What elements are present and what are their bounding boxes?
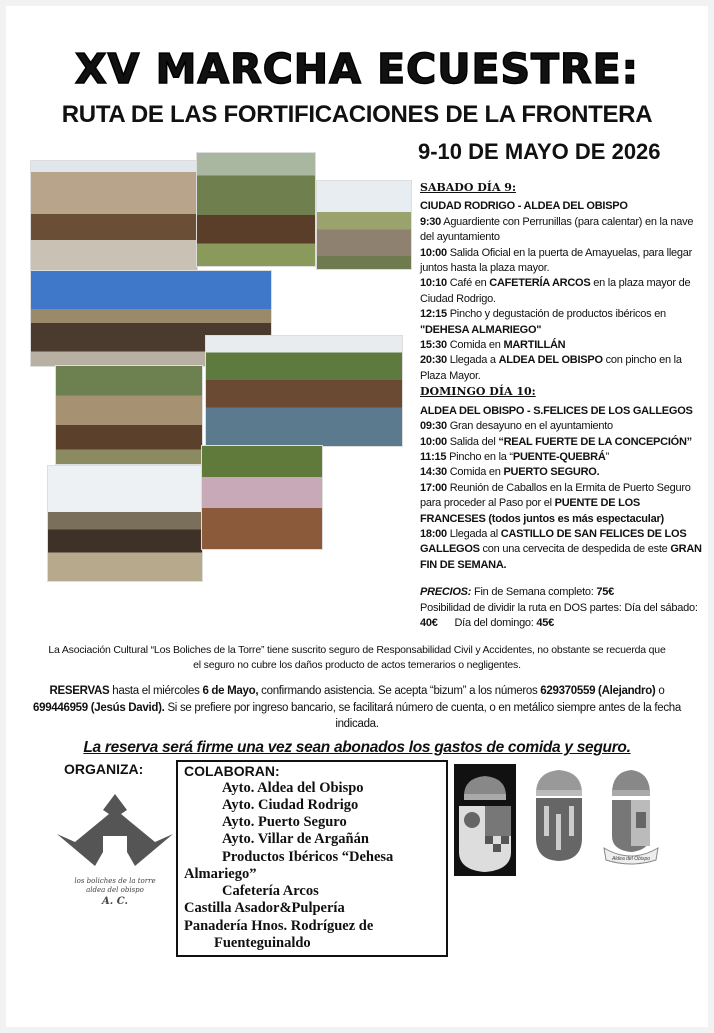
- insurance-disclaimer: La Asociación Cultural “Los Boliches de la Torre” tiene suscrito seguro de Responsabilidad Civil y Accidentes, no obstante se recuerda que el seguro no cubre los daños producto de actos temerarios o negligentes.: [48, 644, 666, 672]
- schedule-item: 15:30 Comida en MARTILLÁN: [420, 339, 566, 352]
- schedule-item: 10:10 Café en CAFETERÍA ARCOS en la plaza mayor de Ciudad Rodrigo.: [420, 277, 691, 305]
- poster-title: XV MARCHA ECUESTRE:: [75, 45, 639, 93]
- schedule-item: 18:00 Llegada al CASTILLO DE SAN FELICES DE LOS GALLEGOS con una cervecita de despedida de este GRAN FIN DE SEMANA.: [420, 527, 702, 571]
- organizer-column: [55, 760, 175, 908]
- schedule-item: 12:15 Pincho y degustación de productos ibéricos en "DEHESA ALMARIEGO": [420, 308, 666, 336]
- schedule-item: 10:00 Salida del “REAL FUERTE DE LA CONCEPCIÓN”: [420, 435, 692, 448]
- schedule-item: 09:30 Gran desayuno en el ayuntamiento: [420, 420, 613, 433]
- collaborator: Ayto. Aldea del Obispo: [222, 779, 364, 796]
- photo-hill-riders: [196, 152, 316, 267]
- schedule-item: 14:30 Comida en PUERTO SEGURO.: [420, 466, 600, 479]
- photo-trail-riders: [55, 365, 203, 465]
- collaborators-box: [176, 760, 448, 957]
- schedule-item: 10:00 Salida Oficial en la puerta de Amayuelas, para llegar juntos hasta la plaza mayor.: [420, 246, 693, 275]
- poster-subtitle: RUTA DE LAS FORTIFICACIONES DE LA FRONTERA: [61, 101, 653, 128]
- photo-rider-closeup: [201, 445, 323, 550]
- collaborator: Fuenteguinaldo: [214, 934, 311, 951]
- schedule-item: 20:30 Llegada a ALDEA DEL OBISPO con pincho en la Plaza Mayor.: [420, 354, 682, 382]
- sunday-route: ALDEA DEL OBISPO - S.FELICES DE LOS GALLEGOS: [420, 404, 693, 417]
- schedule-item: 9:30 Aguardiente con Perrunillas (para calentar) en la nave del ayuntamiento: [420, 215, 694, 244]
- organiza-label: ORGANIZA:: [64, 760, 144, 777]
- right-column: [418, 138, 704, 631]
- sunday-heading: DOMINGO DÍA 10:: [420, 385, 536, 399]
- logo-text: A. C.: [102, 895, 128, 907]
- crest-icon: [602, 764, 660, 866]
- collaborator: Ayto. Ciudad Rodrigo: [222, 797, 359, 814]
- event-date: 9-10 DE MAYO DE 2026: [418, 139, 661, 164]
- colaboran-label: COLABORAN:: [184, 762, 280, 779]
- crest-icon: [454, 764, 516, 876]
- svg-text:Aldea del Obispo: Aldea del Obispo: [611, 855, 651, 862]
- collaborator: Ayto. Villar de Argañán: [222, 831, 369, 848]
- schedule-item: 11:15 Pincho en la “PUENTE-QUEBRÁ”: [420, 450, 609, 463]
- logo-text: los boliches de la torre: [74, 876, 156, 885]
- schedule-item: 17:00 Reunión de Caballos en la Ermita de Puerto Seguro para proceder al Paso por el PUENTE DE LOS FRANCESES (todos juntos es más espectacular): [420, 481, 691, 525]
- photo-bridge: [316, 180, 412, 270]
- organizer-logo: [55, 792, 175, 908]
- prices: PRECIOS: Fin de Semana completo: 75€: [420, 586, 615, 599]
- schedule: [418, 180, 704, 631]
- crest-icon: [530, 764, 588, 862]
- poster-body: [0, 138, 714, 957]
- bottom-section: [0, 760, 714, 957]
- photo-river-crossing: [205, 335, 403, 447]
- saturday-heading: SABADO DÍA 9:: [420, 181, 517, 194]
- logo-text: aldea del obispo: [86, 885, 144, 894]
- saturday-route: CIUDAD RODRIGO - ALDEA DEL OBISPO: [420, 200, 628, 213]
- collaborator: Productos Ibéricos “Dehesa: [222, 848, 394, 865]
- reservation-firm-notice: La reserva será firme una vez sean abonados los gastos de comida y seguro.: [83, 738, 631, 756]
- photo-plaza-riders: [30, 160, 198, 272]
- collaborator: Cafetería Arcos: [222, 883, 319, 900]
- collaborator: Panadería Hnos. Rodríguez de: [184, 917, 374, 934]
- reservations-info: RESERVAS hasta el miércoles 6 de Mayo, confirmando asistencia. Se acepta “bizum” a los números 629370559 (Alejandro) o 699446959 (Jesús David). Si se prefiere por ingreso bancario, se facilitará número de cuenta, o en metálico siempre antes de la fecha indicada.: [33, 685, 681, 731]
- collaborator: Castilla Asador&Pulpería: [184, 900, 345, 917]
- crests: [454, 760, 660, 876]
- photo-castle-tower: [47, 465, 203, 582]
- prices-split: Posibilidad de dividir la ruta en DOS partes: Día del sábado: 40€ Día del domingo: 45€: [420, 601, 701, 629]
- collaborator: Ayto. Puerto Seguro: [222, 814, 347, 831]
- photo-collage: [0, 138, 412, 584]
- top-row: [0, 138, 714, 631]
- collaborator: Almariego”: [184, 865, 257, 882]
- tower-logo-icon: [55, 792, 175, 872]
